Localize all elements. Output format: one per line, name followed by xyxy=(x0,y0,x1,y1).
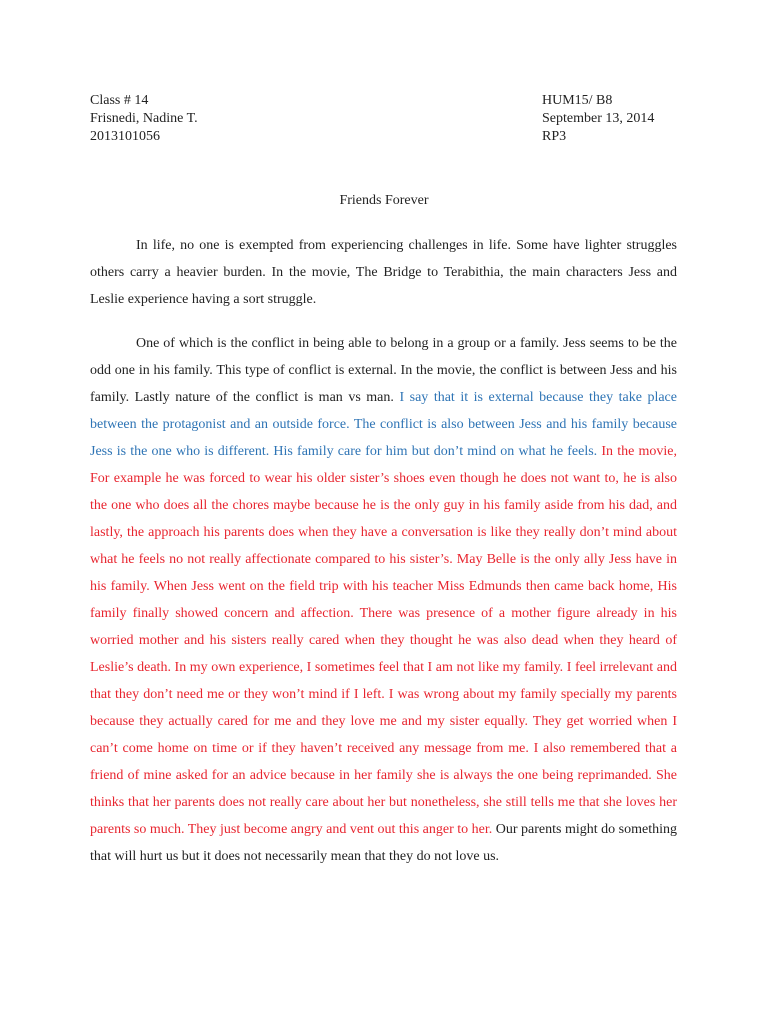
body-text-red-highlight: In the movie, For example he was forced to wear his older sister’s shoes even though he does not want to, he is also the one who does all the chores maybe because he is the only guy in his family aside from his dad, and lastly, the approach his parents does when they have a conversation is like they really don’t mind about what he feels no not really affectionate compared to his sister’s. May Belle is the only ally Jess have in his family. When Jess went on the field trip with his teacher Miss Edmunds then came back home, His family finally showed concern and affection. There was presence of a mother figure already in his worried mother and his sisters really cared when they thought he was also dead when they heard of Leslie’s death. In my own experience, I sometimes feel that I am not like my family. I feel irrelevant and that they don’t need me or they won’t mind if I left. I was wrong about my family specially my parents because they actually cared for me and they love me and my sister equally. They get worried when I can’t come home on time or if they haven’t received any message from me. I also remembered that a friend of mine asked for an advice because in her family she is always the one being reprimanded. She thinks that her parents does not really care about her but nonetheless, she still tells me that she loves her parents so much. They just become angry and vent out this anger to her. xyxy=(90,444,678,837)
student-id: 2013101056 xyxy=(90,129,160,144)
header-left-block xyxy=(90,92,198,146)
assignment-code: RP3 xyxy=(542,129,567,144)
header-right-block xyxy=(542,92,654,146)
date: September 13, 2014 xyxy=(542,111,655,126)
student-name: Frisnedi, Nadine T. xyxy=(90,111,198,126)
body-text-start: One of which is the conflict in being able to belong in a group or a family. Jess seems to be the odd one in his family. This type of conflict is external. In the movie, the conflict is between Jess and his family. Lastly nature of the conflict is man vs man. xyxy=(90,336,677,405)
body-text-end: Our parents might do something that will hurt us but it does not necessarily mean that they do not love us. xyxy=(90,822,677,864)
course-section: HUM15/ B8 xyxy=(542,93,613,108)
paragraph-intro: In life, no one is exempted from experiencing challenges in life. Some have lighter struggles others carry a heavier burden. In the movie, The Bridge to Terabithia, the main characters Jess and Leslie experience having a sort struggle. xyxy=(90,238,677,307)
class-number: Class # 14 xyxy=(90,93,149,108)
body-text-blue-highlight: I say that it is external because they take place between the protagonist and an outside force. The conflict is also between Jess and his family because Jess is the one who is different. His family care for him but don’t mind on what he feels. xyxy=(90,390,677,459)
essay-title: Friends Forever xyxy=(339,193,429,208)
paragraph-body xyxy=(90,330,677,870)
